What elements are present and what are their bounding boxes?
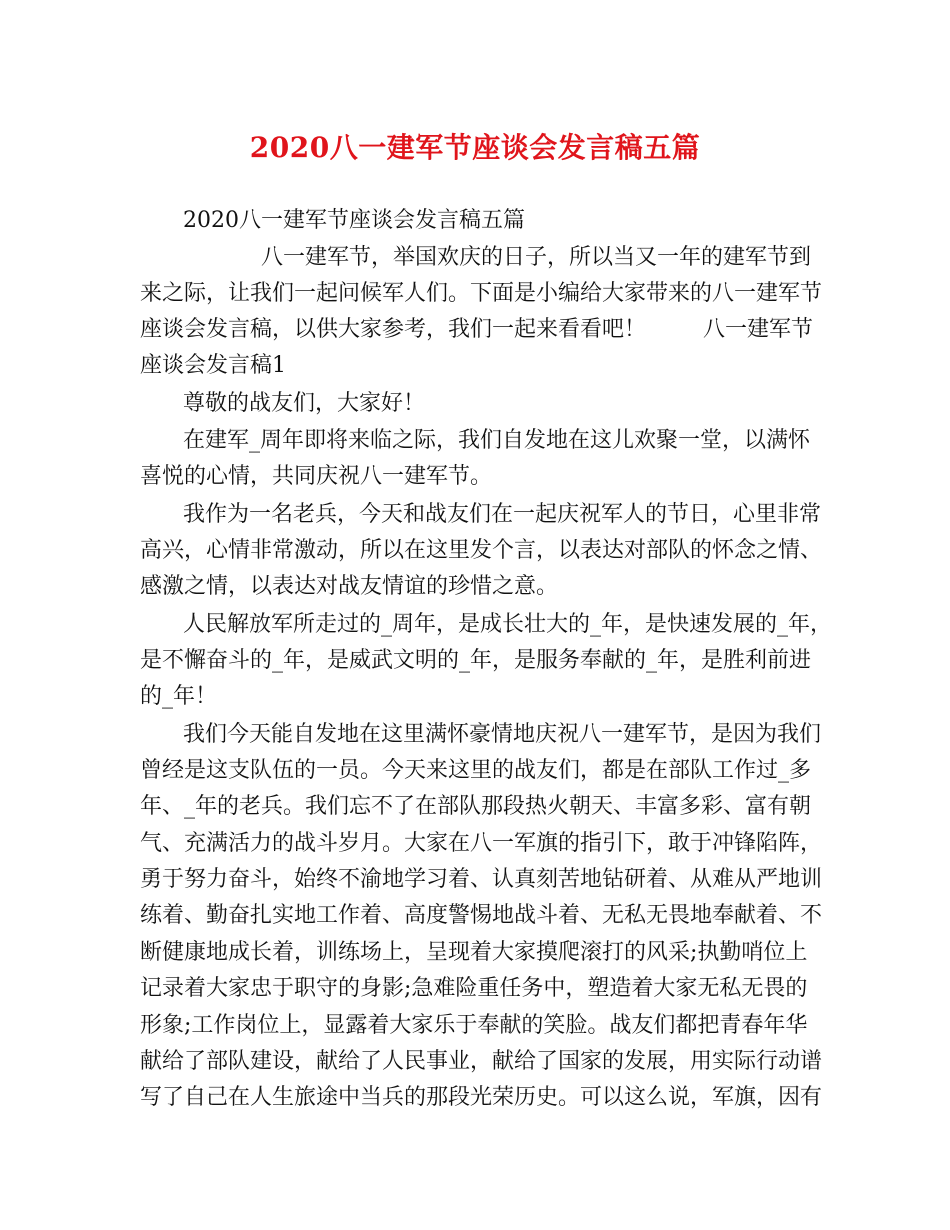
- line-text: 记录着大家忠于职守的身影;急难险重任务中，塑造着大家无私无畏的: [140, 976, 808, 1001]
- line-text: 写了自己在人生旅途中当兵的那段光荣历史。可以这么说，军旗，因有: [140, 1085, 823, 1110]
- line-text: 练着、勤奋扎实地工作着、高度警惕地战斗着、无私无畏地奉献着、不: [140, 903, 823, 928]
- line-text: 勇于努力奋斗，始终不渝地学习着、认真刻苦地钻研着、从难从严地训: [140, 867, 823, 892]
- line-text: 人民解放军所走过的_周年，是成长壮大的_年，是快速发展的_年，: [183, 612, 833, 637]
- line-text: 座谈会发言稿1: [140, 353, 286, 378]
- line-text: 年、_年的老兵。我们忘不了在部队那段热火朝天、丰富多彩、富有朝: [140, 794, 812, 819]
- line-text: 感激之情，以表达对战友情谊的珍惜之意。: [140, 574, 559, 599]
- line-text: 的_年！: [140, 684, 218, 709]
- line-text: 尊敬的战友们，大家好！: [183, 391, 426, 416]
- line-text: 是不懈奋斗的_年，是威武文明的_年，是服务奉献的_年，是胜利前进: [140, 648, 812, 673]
- line-text: 断健康地成长着，训练场上，呈现着大家摸爬滚打的风采;执勤哨位上: [140, 940, 808, 965]
- document-title: 2020八一建军节座谈会发言稿五篇: [249, 131, 701, 164]
- line-text: 来之际，让我们一起问候军人们。下面是小编给大家带来的八一建军节: [140, 281, 823, 306]
- line-text: 八一建军节: [703, 317, 814, 342]
- line-text: 我作为一名老兵，今天和战友们在一起庆祝军人的节日，心里非常: [183, 502, 822, 527]
- line-text: 献给了部队建设，献给了人民事业，献给了国家的发展，用实际行动谱: [140, 1049, 823, 1074]
- line-text: 高兴，心情非常激动，所以在这里发个言，以表达对部队的怀念之情、: [140, 538, 823, 563]
- line-text: 在建军_周年即将来临之际，我们自发地在这儿欢聚一堂，以满怀: [183, 428, 811, 453]
- line-text: 喜悦的心情，共同庆祝八一建军节。: [140, 464, 493, 489]
- line-text: 气、充满活力的战斗岁月。大家在八一军旗的指引下，敢于冲锋陷阵，: [140, 831, 823, 856]
- line-text: 我们今天能自发地在这里满怀豪情地庆祝八一建军节，是因为我们: [183, 722, 822, 747]
- line-text: 八一建军节，举国欢庆的日子，所以当又一年的建军节到: [261, 245, 812, 270]
- line-text: 曾经是这支队伍的一员。今天来这里的战友们，都是在部队工作过_多: [140, 758, 812, 783]
- line-text: 座谈会发言稿，以供大家参考，我们一起来看看吧！: [140, 317, 647, 342]
- line-text: 形象;工作岗位上，显露着大家乐于奉献的笑脸。战友们都把青春年华: [140, 1013, 808, 1038]
- line-text: 2020八一建军节座谈会发言稿五篇: [183, 208, 525, 233]
